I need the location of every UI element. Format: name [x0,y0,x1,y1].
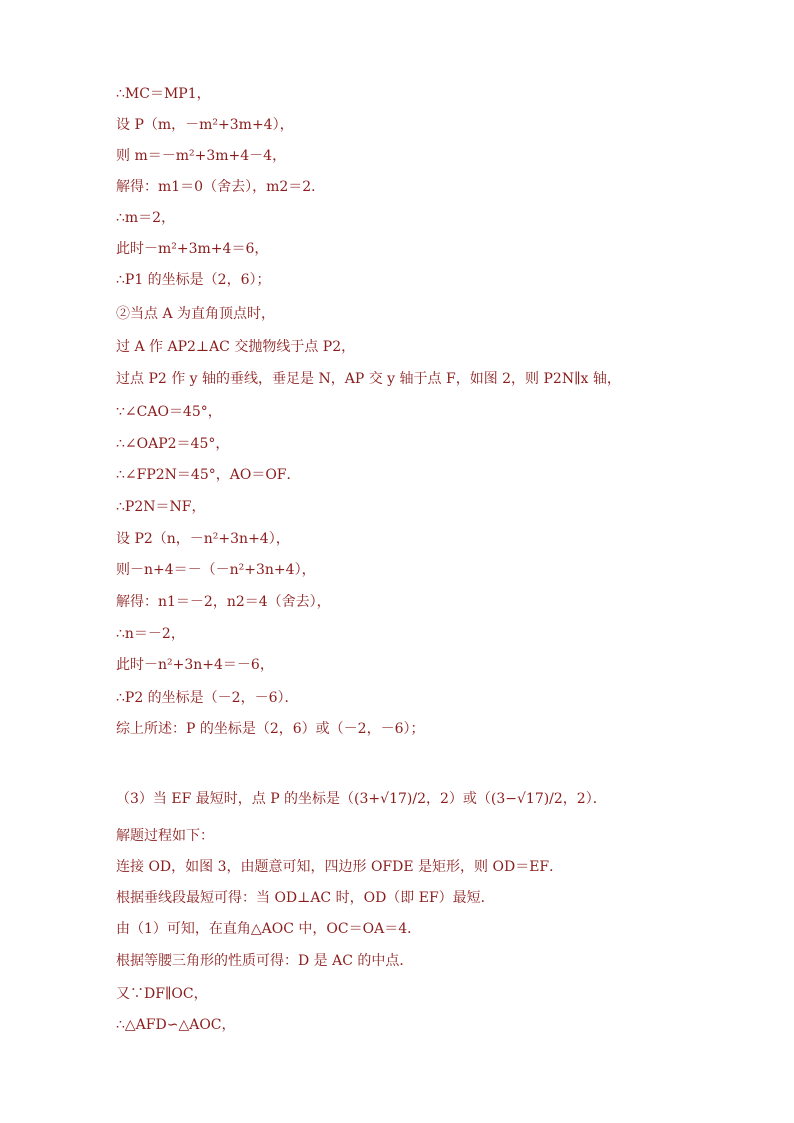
text-line: 过 A 作 AP2⊥AC 交抛物线于点 P2， [116,339,356,355]
text-line: ∴P2 的坐标是（－2，－6）． [116,690,299,706]
text-line: 又∵DF∥OC， [116,986,208,1002]
text-line: 由（1）可知，在直角△AOC 中，OC＝OA＝4． [116,921,422,937]
text-line: 过点 P2 作 y 轴的垂线，垂足是 N，AP 交 y 轴于点 F，如图 2，则 P2N∥x 轴， [116,371,621,387]
text-line: 根据垂线段最短可得：当 OD⊥AC 时，OD（即 EF）最短． [116,890,495,906]
text-line: 此时－m²+3m+4＝6， [116,241,269,257]
text-line: 解得：m1＝0（舍去），m2＝2． [116,179,326,195]
text-line: ∴n＝－2， [116,626,185,642]
text-line: 此时－n²+3n+4＝－6， [116,657,274,673]
text-line: 根据等腰三角形的性质可得：D 是 AC 的中点． [116,953,414,969]
text-line: ∴∠OAP2＝45°， [116,436,230,452]
text-line: 则 m＝－m²+3m+4－4， [116,148,287,164]
text-line: 设 P（m，－m²+3m+4）， [116,117,294,133]
text-line: 解题过程如下： [116,828,214,844]
text-line: 综上所述：P 的坐标是（2，6）或（－2，－6）； [116,721,425,737]
text-line: ∴∠FP2N＝45°，AO＝OF． [116,467,301,483]
text-line: （3）当 EF 最短时，点 P 的坐标是（(3+√17)/2，2）或（(3−√17)/2，2）． [116,791,607,807]
text-line: 连接 OD，如图 3，由题意可知，四边形 OFDE 是矩形，则 OD＝EF． [116,859,564,875]
text-line: ∵∠CAO＝45°， [116,404,222,420]
text-line: ∴P1 的坐标是（2，6）； [116,272,271,288]
text-line: ∴P2N＝NF， [116,499,206,515]
text-line: 则－n+4＝－（－n²+3n+4）， [116,562,316,578]
text-line: ∴△AFD∽△AOC， [116,1017,236,1033]
text-line: 解得：n1＝－2，n2＝4（舍去）， [116,594,331,610]
text-line: ∴MC＝MP1， [116,86,211,102]
text-line: 设 P2（n，－n²+3n+4）， [116,531,290,547]
text-line: ②当点 A 为直角顶点时， [116,306,276,322]
text-line: ∴m＝2， [116,210,176,226]
